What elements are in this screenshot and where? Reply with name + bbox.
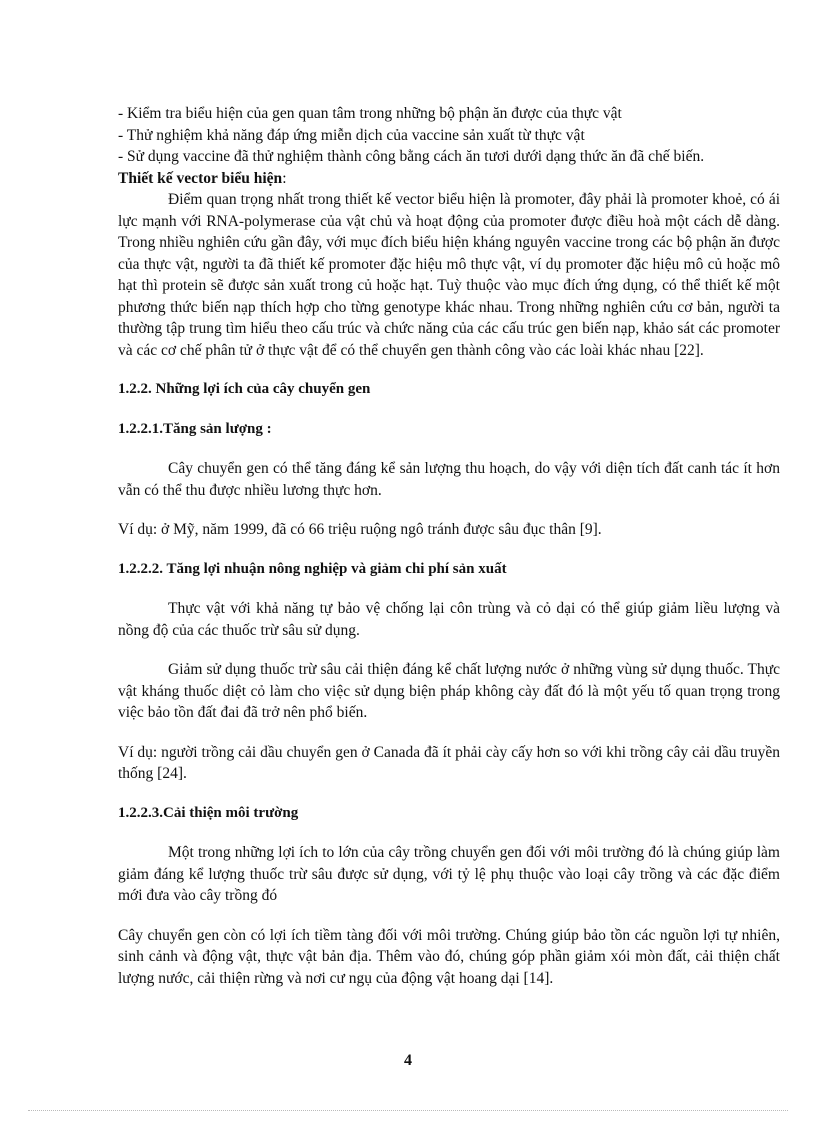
bullet-item: - Sử dụng vaccine đã thử nghiệm thành công bằng cách ăn tươi dưới dạng thức ăn đã chế biến. [118,148,705,165]
paragraph-environment-1: Một trong những lợi ích to lớn của cây trồng chuyển gen đối với môi trường đó là chúng giúp làm giảm đáng kể lượng thuốc trừ sâu được sử dụng, với tỷ lệ phụ thuộc vào loại cây trồng và các đặc điểm mới đưa vào cây trồng đó [118,844,780,904]
vector-heading-line [118,168,780,190]
page-content [118,103,780,989]
vector-paragraph: Điểm quan trọng nhất trong thiết kế vector biểu hiện là promoter, đây phải là promoter khoẻ, có ái lực mạnh với RNA-polymerase của vật chủ và hoạt động của promoter được điều hoà một cách dễ dàng. Trong nhiều nghiên cứu gần đây, với mục đích biểu hiện kháng nguyên vaccine trong các bộ phận ăn được của thực vật, người ta đã thiết kế promoter đặc hiệu mô thực vật, ví dụ promoter đặc hiệu mô củ hoặc mô hạt thì protein sẽ được sản xuất trong củ hoặc hạt. Tuỳ thuộc vào mục đích ứng dụng, có thể thiết kế một phương thức biến nạp thích hợp cho từng genotype khác nhau. Trong những nghiên cứu cơ bản, người ta thường tập trung tìm hiểu theo cấu trúc và chức năng của các cấu trúc gen biến nạp, khảo sát các promoter và các cơ chế phân tử ở thực vật để có thể chuyển gen thành công vào các loài khác nhau [22]. [118,191,780,359]
example-yield: Ví dụ: ở Mỹ, năm 1999, đã có 66 triệu ruộng ngô tránh được sâu đục thân [9]. [118,521,602,538]
page-number: 4 [404,1052,412,1069]
vector-heading: Thiết kế vector biểu hiện [118,169,283,187]
bullet-item: - Kiểm tra biểu hiện của gen quan tâm trong những bộ phận ăn được của thực vật [118,105,622,122]
paragraph-yield: Cây chuyển gen có thể tăng đáng kể sản lượng thu hoạch, do vậy với diện tích đất canh tác ít hơn vẫn có thể thu được nhiều lương thực hơn. [118,460,780,499]
paragraph-environment-2: Cây chuyển gen còn có lợi ích tiềm tàng đối với môi trường. Chúng giúp bảo tồn các nguồn lợi tự nhiên, sinh cảnh và động vật, thực vật bản địa. Thêm vào đó, chúng góp phần giảm xói mòn đất, cải thiện chất lượng nước, cải thiện rừng và nơi cư ngụ của động vật hoang dại [14]. [118,926,780,987]
bullet-item: - Thử nghiệm khả năng đáp ứng miễn dịch của vaccine sản xuất từ thực vật [118,126,585,144]
section-heading-1-2-2-3: 1.2.2.3.Cải thiện môi trường [118,804,299,821]
section-heading-1-2-2: 1.2.2. Những lợi ích của cây chuyển gen [118,381,371,397]
paragraph-profit-2: Giảm sử dụng thuốc trừ sâu cải thiện đáng kể chất lượng nước ở những vùng sử dụng thuốc. Thực vật kháng thuốc diệt cỏ làm cho việc sử dụng biện pháp không cày đất đó là một yếu tố quan trọng trong việc bảo tồn đất đai đã trở nên phổ biến. [118,661,780,721]
section-heading-1-2-2-1: 1.2.2.1.Tăng sản lượng : [118,420,272,437]
vector-heading-colon: : [282,169,287,187]
paragraph-profit-1: Thực vật với khả năng tự bảo vệ chống lại côn trùng và cỏ dại có thể giúp giảm liều lượng và nồng độ của các thuốc trừ sâu sử dụng. [118,600,780,639]
example-profit: Ví dụ: người trồng cải dầu chuyển gen ở Canada đã ít phải cày cấy hơn so với khi trồng cây cải dầu truyền thống [24]. [118,743,780,782]
page-bottom-divider [28,1110,788,1111]
section-heading-1-2-2-2: 1.2.2.2. Tăng lợi nhuận nông nghiệp và giảm chi phí sản xuất [118,560,507,577]
